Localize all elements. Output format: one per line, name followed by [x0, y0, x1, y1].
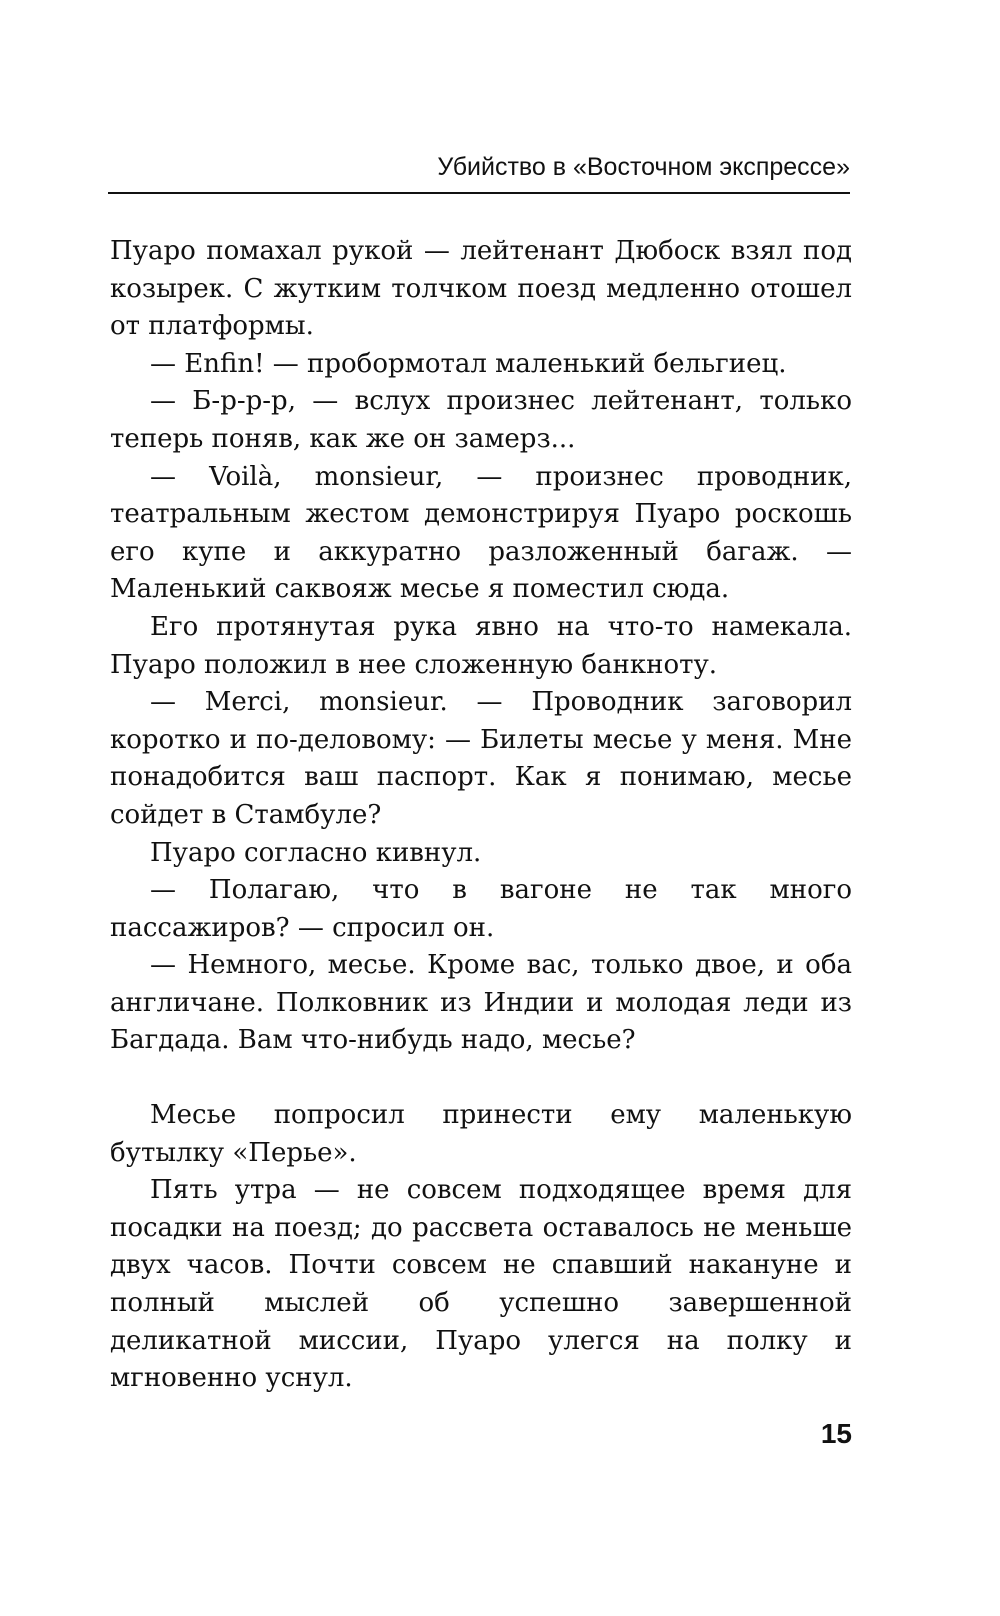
section-break	[110, 1060, 852, 1097]
page-number: 15	[820, 1418, 852, 1449]
paragraph: — Voilà, monsieur, — произнес проводник, театральным жестом демонстрируя Пуаро роскошь его купе и аккуратно разложенный багаж. — Маленький саквояж месье я поместил сюда.	[110, 461, 852, 605]
running-head	[108, 146, 850, 194]
body-text	[110, 233, 852, 1398]
paragraph: — Enfin! — пробормотал маленький бельгиец.	[150, 348, 787, 379]
paragraph: Месье попросил принести ему маленькую бутылку «Перье».	[110, 1100, 852, 1168]
paragraph: Пять утра — не совсем подходящее время для посадки на поезд; до рассвета оставалось не меньше двух часов. Почти совсем не спавший накануне и полный мыслей об успешно завершенной деликатной миссии, Пуаро улегся на полку и мгновенно уснул.	[110, 1175, 852, 1394]
paragraph: Пуаро помахал рукой — лейтенант Дюбоск взял под козырек. С жутким толчком поезд медленно отошел от платформы.	[110, 236, 852, 342]
running-head-title: Убийство в «Восточном экспрессе»	[437, 153, 850, 181]
paragraph: Пуаро согласно кивнул.	[150, 837, 482, 868]
paragraph: Его протянутая рука явно на что-то намекала. Пуаро положил в нее сложенную банкноту.	[110, 611, 852, 680]
paragraph: — Б-р-р-р, — вслух произнес лейтенант, только теперь поняв, как же он замерз...	[110, 386, 852, 454]
paragraph: — Merci, monsieur. — Проводник заговорил коротко и по-деловому: — Билеты месье у меня. Мне понадобится ваш паспорт. Как я понимаю, месье сойдет в Стамбуле?	[110, 687, 852, 830]
paragraph: — Немного, месье. Кроме вас, только двое, и оба англичане. Полковник из Индии и молодая леди из Багдада. Вам что-нибудь надо, месье?	[110, 950, 852, 1056]
paragraph: — Полагаю, что в вагоне не так много пассажиров? — спросил он.	[110, 875, 852, 943]
